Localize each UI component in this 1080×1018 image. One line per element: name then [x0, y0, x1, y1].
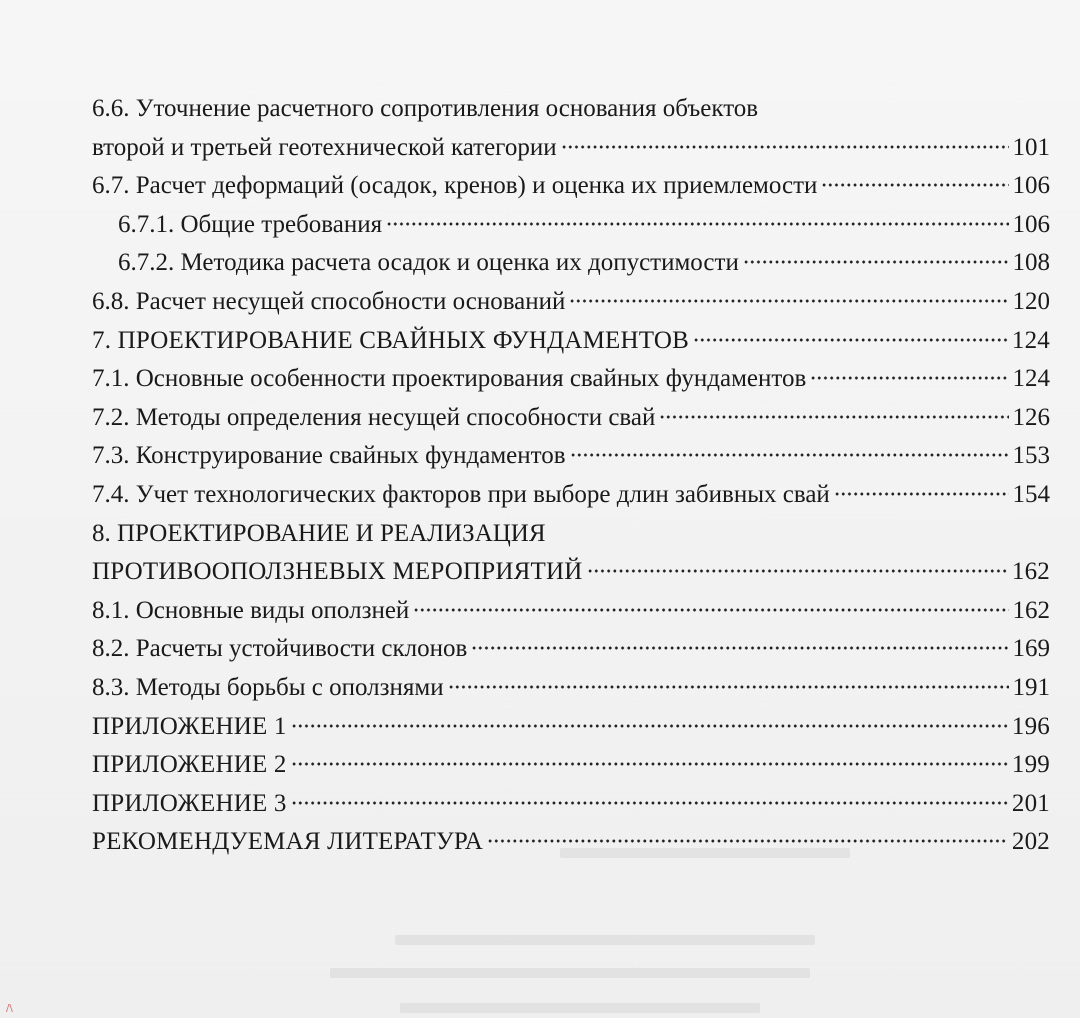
toc-page-number: 120	[1012, 287, 1050, 315]
toc-entry-title: ПРИЛОЖЕНИЕ 1	[92, 712, 287, 740]
toc-entry[interactable]	[92, 322, 1050, 361]
corner-mark: /\	[6, 1003, 13, 1014]
toc-entry-title: 8.2. Расчеты устойчивости склонов	[92, 635, 468, 663]
toc-page-number: 191	[1012, 673, 1050, 701]
table-of-contents	[92, 90, 1050, 862]
toc-entry[interactable]	[92, 669, 1050, 708]
toc-entry-title: ПРИЛОЖЕНИЕ 3	[92, 789, 287, 817]
dot-leader	[659, 414, 1008, 420]
toc-entry-title: 8.1. Основные виды оползней	[92, 596, 410, 624]
toc-entry[interactable]	[92, 399, 1050, 438]
toc-entry[interactable]	[92, 476, 1050, 515]
toc-entry[interactable]	[92, 437, 1050, 476]
dot-leader	[291, 761, 1008, 767]
toc-page-number: 162	[1012, 596, 1050, 624]
toc-entry[interactable]	[92, 360, 1050, 399]
toc-page-number: 108	[1012, 249, 1050, 277]
bleed-through-mark	[395, 935, 815, 945]
toc-page-number: 199	[1011, 751, 1050, 779]
toc-page-number: 153	[1012, 442, 1050, 470]
toc-entry[interactable]	[92, 785, 1050, 824]
dot-leader	[487, 838, 1008, 844]
dot-leader	[810, 375, 1008, 381]
toc-entry-title: ПРОТИВООПОЛЗНЕВЫХ МЕРОПРИЯТИЙ	[92, 558, 583, 586]
dot-leader	[471, 645, 1008, 651]
toc-entry[interactable]	[92, 283, 1050, 322]
toc-page-number: 162	[1011, 558, 1050, 586]
toc-page-number: 101	[1012, 133, 1050, 161]
toc-entry-title: 7.4. Учет технологических факторов при выборе длин забивных свай	[92, 480, 830, 508]
dot-leader	[693, 337, 1008, 343]
toc-entry-title-line: 6.6. Уточнение расчетного сопротивления основания объектов	[92, 95, 759, 122]
toc-entry[interactable]	[92, 630, 1050, 669]
toc-entry[interactable]	[92, 90, 1050, 167]
toc-entry-title: 6.7.2. Методика расчета осадок и оценка их допустимости	[118, 249, 739, 277]
toc-entry-title: РЕКОМЕНДУЕМАЯ ЛИТЕРАТУРА	[92, 828, 484, 856]
dot-leader	[291, 723, 1008, 729]
toc-page-number: 169	[1012, 635, 1050, 663]
toc-page-number: 106	[1012, 210, 1050, 238]
toc-entry-title: 7. ПРОЕКТИРОВАНИЕ СВАЙНЫХ ФУНДАМЕНТОВ	[92, 326, 690, 354]
toc-page-number: 126	[1012, 403, 1050, 431]
dot-leader	[291, 800, 1008, 806]
toc-entry-title: 6.8. Расчет несущей способности оснований	[92, 287, 566, 315]
toc-page-number: 124	[1011, 326, 1050, 354]
dot-leader	[821, 182, 1008, 188]
dot-leader	[561, 144, 1009, 150]
toc-entry-title: ПРИЛОЖЕНИЕ 2	[92, 751, 287, 779]
dot-leader	[587, 568, 1008, 574]
toc-entry[interactable]	[92, 244, 1050, 283]
toc-page-number: 201	[1011, 789, 1050, 817]
toc-entry[interactable]	[92, 746, 1050, 785]
toc-entry-title: 7.3. Конструирование свайных фундаментов	[92, 442, 566, 470]
bleed-through-mark	[330, 968, 810, 978]
toc-page-number: 202	[1011, 828, 1050, 856]
toc-entry[interactable]	[92, 515, 1050, 592]
dot-leader	[448, 684, 1009, 690]
toc-entry-title-line: 8. ПРОЕКТИРОВАНИЕ И РЕАЛИЗАЦИЯ	[92, 519, 546, 547]
bleed-through-mark	[400, 1003, 760, 1013]
toc-page-number: 154	[1012, 480, 1050, 508]
dot-leader	[413, 607, 1008, 613]
dot-leader	[570, 452, 1009, 458]
toc-page-number: 106	[1012, 172, 1050, 200]
toc-entry[interactable]	[92, 592, 1050, 631]
dot-leader	[834, 491, 1009, 497]
toc-entry[interactable]	[92, 823, 1050, 862]
dot-leader	[743, 259, 1009, 265]
toc-entry-title: 7.2. Методы определения несущей способности свай	[92, 403, 656, 431]
toc-entry-title: 8.3. Методы борьбы с оползнями	[92, 673, 444, 701]
toc-entry[interactable]	[92, 206, 1050, 245]
toc-entry-title: 7.1. Основные особенности проектирования свайных фундаментов	[92, 365, 807, 393]
toc-page-number: 124	[1012, 365, 1050, 393]
dot-leader	[386, 221, 1008, 227]
dot-leader	[569, 298, 1008, 304]
toc-entry-title: 6.7. Расчет деформаций (осадок, кренов) и оценка их приемлемости	[92, 172, 818, 200]
toc-entry-title: 6.7.1. Общие требования	[118, 210, 383, 238]
toc-entry[interactable]	[92, 708, 1050, 747]
toc-entry-title: второй и третьей геотехнической категории	[92, 133, 557, 161]
toc-entry[interactable]	[92, 167, 1050, 206]
toc-page-number: 196	[1011, 712, 1050, 740]
